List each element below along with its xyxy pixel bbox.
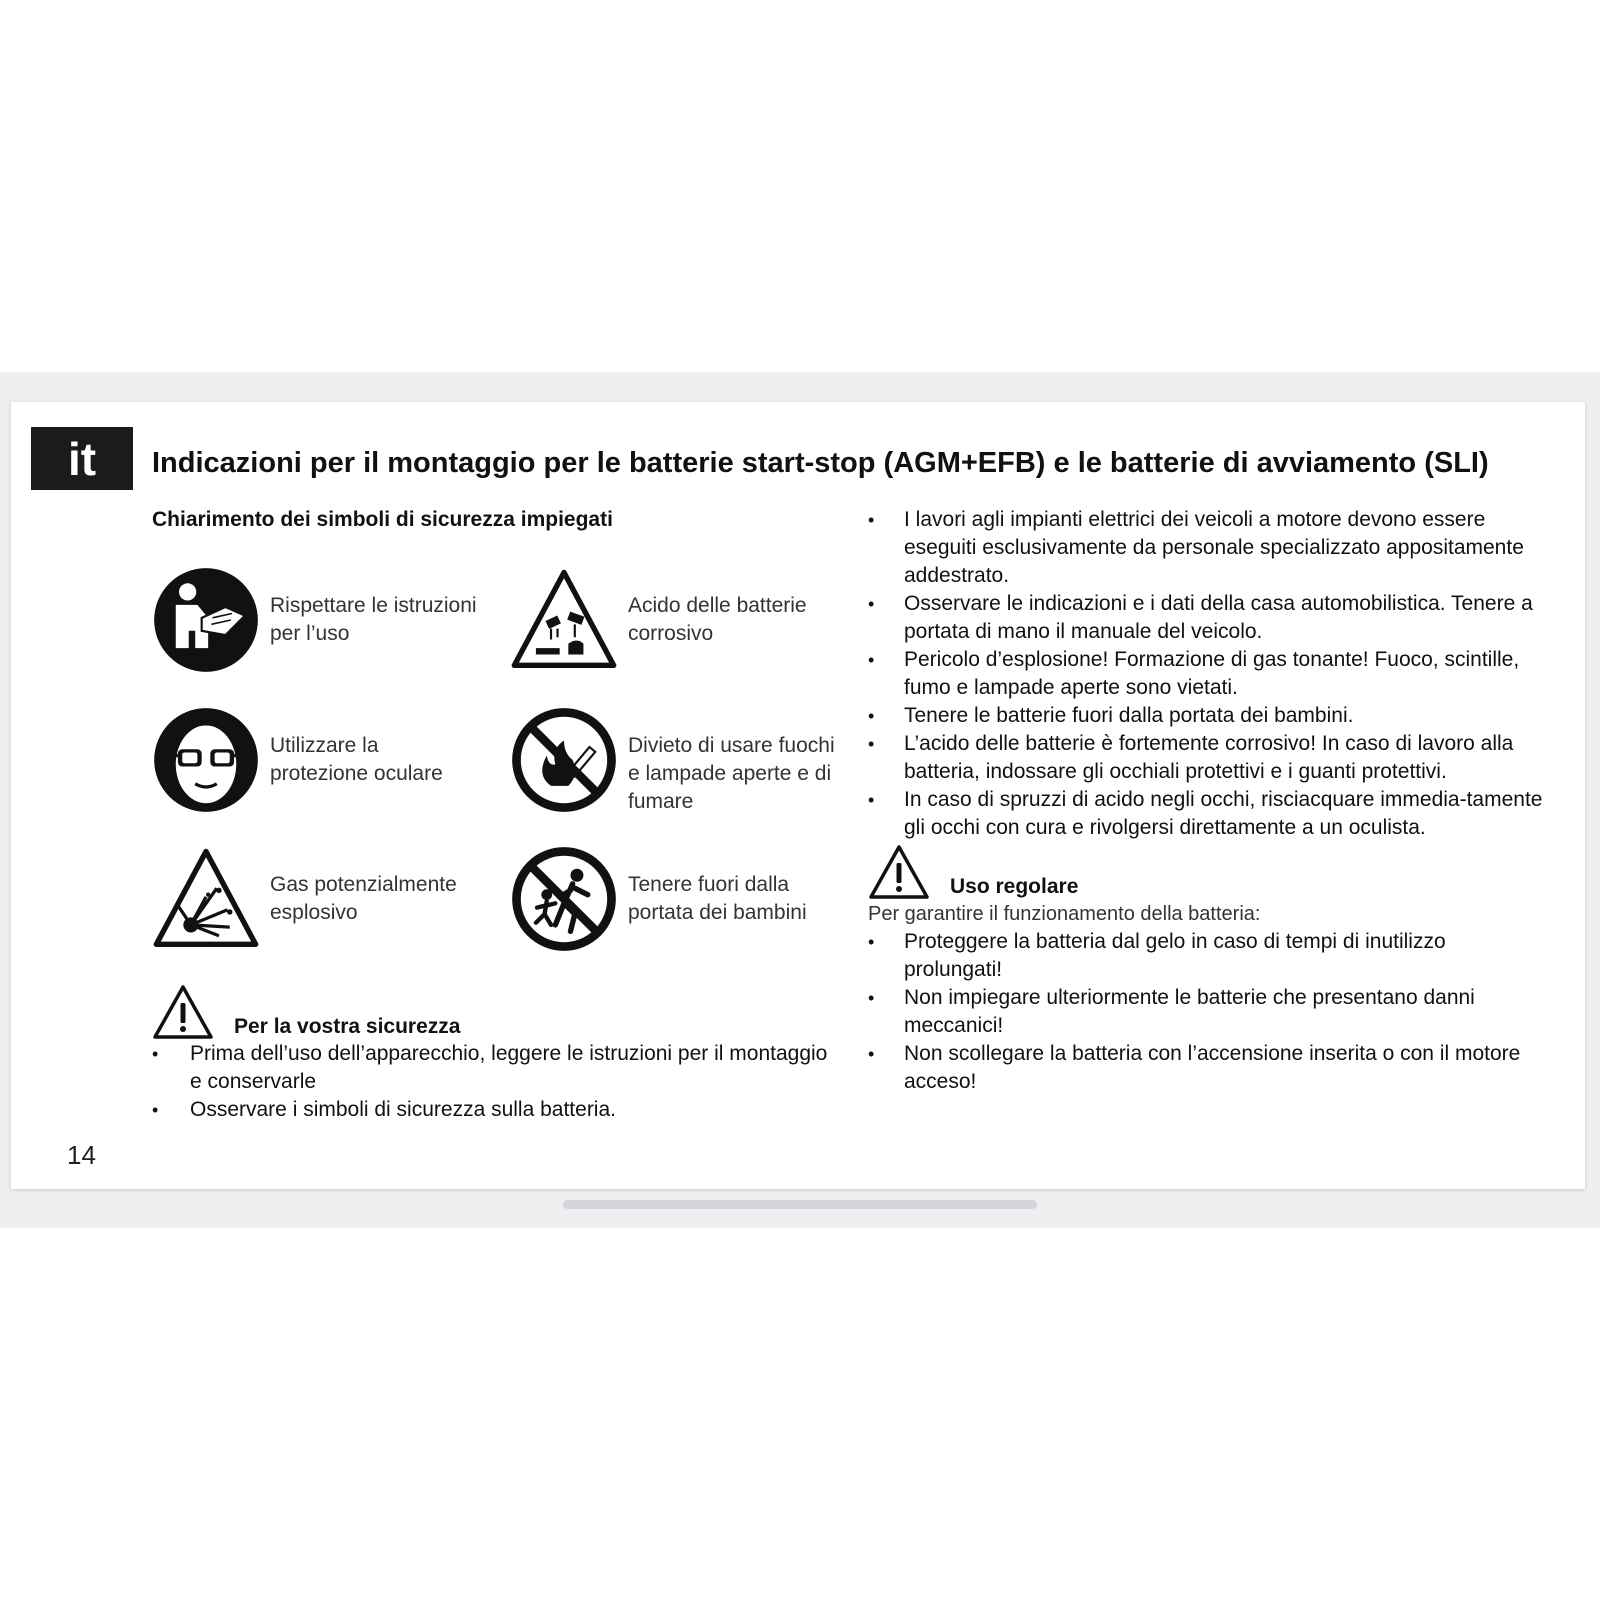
usage-list bbox=[868, 928, 1548, 1096]
warning-icon bbox=[152, 984, 214, 1040]
list-item: • Osservare i simboli di sicurezza sulla batteria. bbox=[152, 1096, 832, 1124]
list-item: • Pericolo d’esplosione! Formazione di gas tonante! Fuoco, scintille, fumo e lampade aperte sono vietati. bbox=[868, 646, 1548, 702]
list-item: • Prima dell’uso dell’apparecchio, leggere le istruzioni per il montaggio e conservarle bbox=[152, 1040, 832, 1096]
warning-icon bbox=[868, 844, 930, 900]
explosive-gas-icon bbox=[152, 845, 260, 953]
eye-protection-icon bbox=[152, 706, 260, 814]
symbol-explosive bbox=[152, 845, 480, 953]
keep-away-children-icon bbox=[510, 845, 618, 953]
symbol-label: Rispettare le istruzioni per l’uso bbox=[270, 594, 477, 645]
symbol-label: Tenere fuori dalla portata dei bambini bbox=[628, 873, 807, 924]
right-column bbox=[868, 506, 1548, 1096]
safety-title: Per la vostra sicurezza bbox=[234, 1015, 461, 1038]
symbol-no-fire bbox=[510, 706, 838, 816]
symbol-eye-protection bbox=[152, 706, 480, 814]
list-item: • Tenere le batterie fuori dalla portata dei bambini. bbox=[868, 702, 1548, 730]
symbol-corrosive bbox=[510, 566, 838, 674]
list-item: • In caso di spruzzi di acido negli occhi, risciacquare immedia-tamente gli occhi con cura e rivolgersi direttamente a un oculista. bbox=[868, 786, 1548, 842]
corrosive-acid-icon bbox=[510, 566, 618, 674]
list-item: • L’acido delle batterie è fortemente corrosivo! In caso di lavoro alla batteria, indossare gli occhiali protettivi e i guanti protettivi. bbox=[868, 730, 1548, 786]
safety-header bbox=[152, 982, 832, 1040]
page-title: Indicazioni per il montaggio per le batterie start-stop (AGM+EFB) e le batterie di avviamento (SLI) bbox=[152, 447, 1489, 479]
symbol-label: Gas potenzialmente esplosivo bbox=[270, 873, 457, 924]
symbol-label: Acido delle batterie corrosivo bbox=[628, 594, 807, 645]
no-fire-smoking-icon bbox=[510, 706, 618, 814]
list-item: • I lavori agli impianti elettrici dei veicoli a motore devono essere eseguiti esclusivamente da personale specializzato appositamente addestrato. bbox=[868, 506, 1548, 590]
document-page bbox=[11, 402, 1585, 1189]
symbols-heading: Chiarimento dei simboli di sicurezza impiegati bbox=[152, 508, 613, 531]
horizontal-scrollbar[interactable] bbox=[563, 1200, 1037, 1209]
usage-intro: Per garantire il funzionamento della batteria: bbox=[868, 903, 1261, 925]
symbol-read-manual bbox=[152, 566, 480, 674]
document-viewer bbox=[0, 372, 1600, 1228]
symbol-label: Divieto di usare fuochi e lampade aperte e di fumare bbox=[628, 734, 835, 813]
list-item: • Osservare le indicazioni e i dati della casa automobilistica. Tenere a portata di mano il manuale del veicolo. bbox=[868, 590, 1548, 646]
read-manual-icon bbox=[152, 566, 260, 674]
list-item: • Proteggere la batteria dal gelo in caso di tempi di inutilizzo prolungati! bbox=[868, 928, 1548, 984]
list-item: • Non scollegare la batteria con l’accensione inserita o con il motore acceso! bbox=[868, 1040, 1548, 1096]
safety-section bbox=[152, 982, 832, 1124]
usage-title: Uso regolare bbox=[950, 875, 1079, 898]
symbol-keep-away-children bbox=[510, 845, 838, 953]
symbol-label: Utilizzare la protezione oculare bbox=[270, 734, 443, 785]
left-column bbox=[152, 506, 835, 1121]
list-item: • Non impiegare ulteriormente le batterie che presentano danni meccanici! bbox=[868, 984, 1548, 1040]
usage-section bbox=[868, 842, 1548, 1096]
general-instructions-list bbox=[868, 506, 1548, 842]
language-tab bbox=[31, 427, 133, 490]
usage-header bbox=[868, 842, 1548, 900]
page-number: 14 bbox=[67, 1140, 96, 1170]
language-code: it bbox=[67, 432, 97, 485]
safety-list bbox=[152, 1040, 832, 1124]
